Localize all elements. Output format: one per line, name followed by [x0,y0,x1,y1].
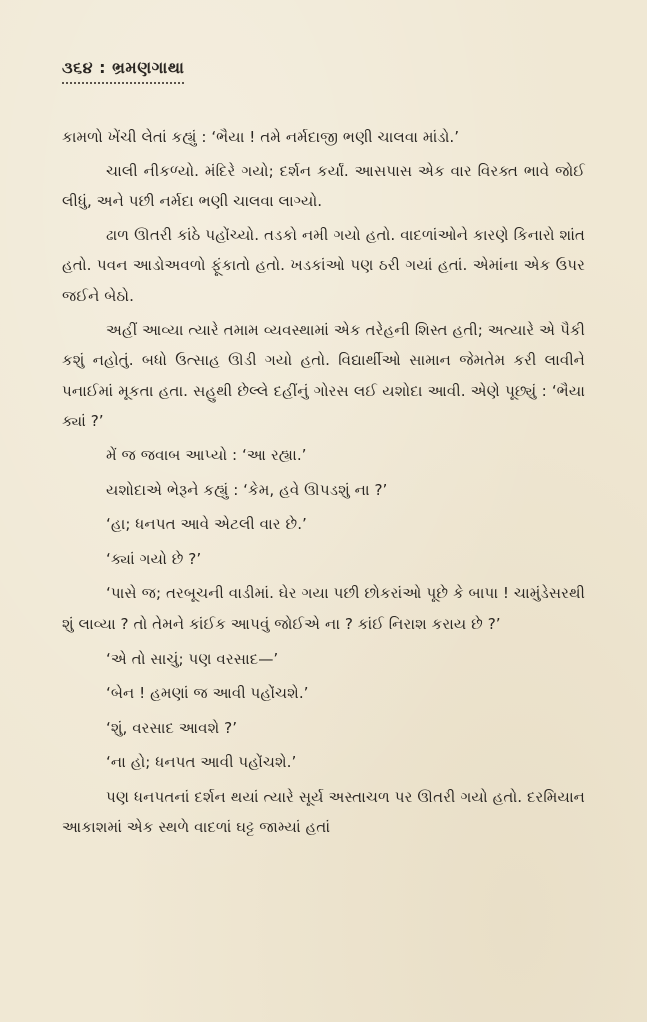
dialogue-line: ‘બેન ! હમણાં જ આવી પહોંચશે.’ [106,684,309,703]
paragraph: કામળો ખેંચી લેતાં કહ્યું : ‘ભૈયા ! તમે નર્મદાજી ભણી ચાલવા માંડો.’ [62,128,460,146]
header-separator: : [93,58,113,77]
running-head [62,58,184,84]
paragraph: ચાલી નીકળ્યો. મંદિરે ગયો; દર્શન કર્યાં. આસપાસ એક વાર વિરક્ત ભાવે જોઈ લીધું, અને પછી નર્મદા ભણી ચાલવા લાગ્યો. [62,161,585,211]
dialogue-line: ‘હા; ધનપત આવે એટલી વાર છે.’ [106,515,307,534]
dialogue-line: ‘પાસે જ; તરબૂચની વાડીમાં. ઘેર ગયા પછી છોકરાંઓ પૂછે કે બાપા ! ચામુંડેસરથી શું લાવ્યા ? તો તેમને કાંઈક આપવું જોઈએ ના ? કાંઈ નિરાશ કરાય છે ?’ [62,584,585,633]
paragraph: ઢાળ ઊતરી કાંઠે પહોંચ્યો. તડકો નમી ગયો હતો. વાદળાંઓને કારણે કિનારો શાંત હતો. પવન આડોઅવળો ફૂંકાતો હતો. ખડકાંઓ પણ ઠરી ગયાં હતાં. એમાંના એક ઉપર જઈને બેઠો. [62,225,585,305]
body-text [62,122,585,843]
paragraph: અહીં આવ્યા ત્યારે તમામ વ્યવસ્થામાં એક તરેહની શિસ્ત હતી; અત્યારે એ પૈકી કશું નહોતું. બધો ઉત્સાહ ઊડી ગયો હતો. વિદ્યાર્થીઓ સામાન જેમતેમ કરી લાવીને પનાઈમાં મૂકતા હતા. સહુથી છેલ્લે દહીંનું ગોરસ લઈ યશોદા આવી. એણે પૂછ્યું : ‘ભૈયા ક્યાં ?’ [62,320,585,431]
dialogue-line: ‘ક્યાં ગયો છે ?’ [106,549,202,568]
paragraph: પણ ધનપતનાં દર્શન થયાં ત્યારે સૂર્ય અસ્તાચળ પર ઊતરી ગયો હતો. દરમિયાન આકાશમાં એક સ્થળે વાદળાં ઘટ્ટ જામ્યાં હતાં [62,787,585,837]
dialogue-line: ‘શું, વરસાદ આવશે ?’ [106,718,238,737]
dialogue-line: મેં જ જવાબ આપ્યો : ‘આ રહ્યા.’ [106,445,307,464]
dialogue-line: ‘ના હો; ધનપત આવી પહોંચશે.’ [106,753,297,772]
dialogue-line: યશોદાએ ભેરૂને કહ્યું : ‘કેમ, હવે ઊપડશું ના ?’ [106,480,388,499]
page-number: ૩૬૪ [62,58,94,77]
book-title: ભ્રમણગાથા [112,58,185,77]
dialogue-line: ‘એ તો સાચું; પણ વરસાદ—’ [106,649,279,668]
